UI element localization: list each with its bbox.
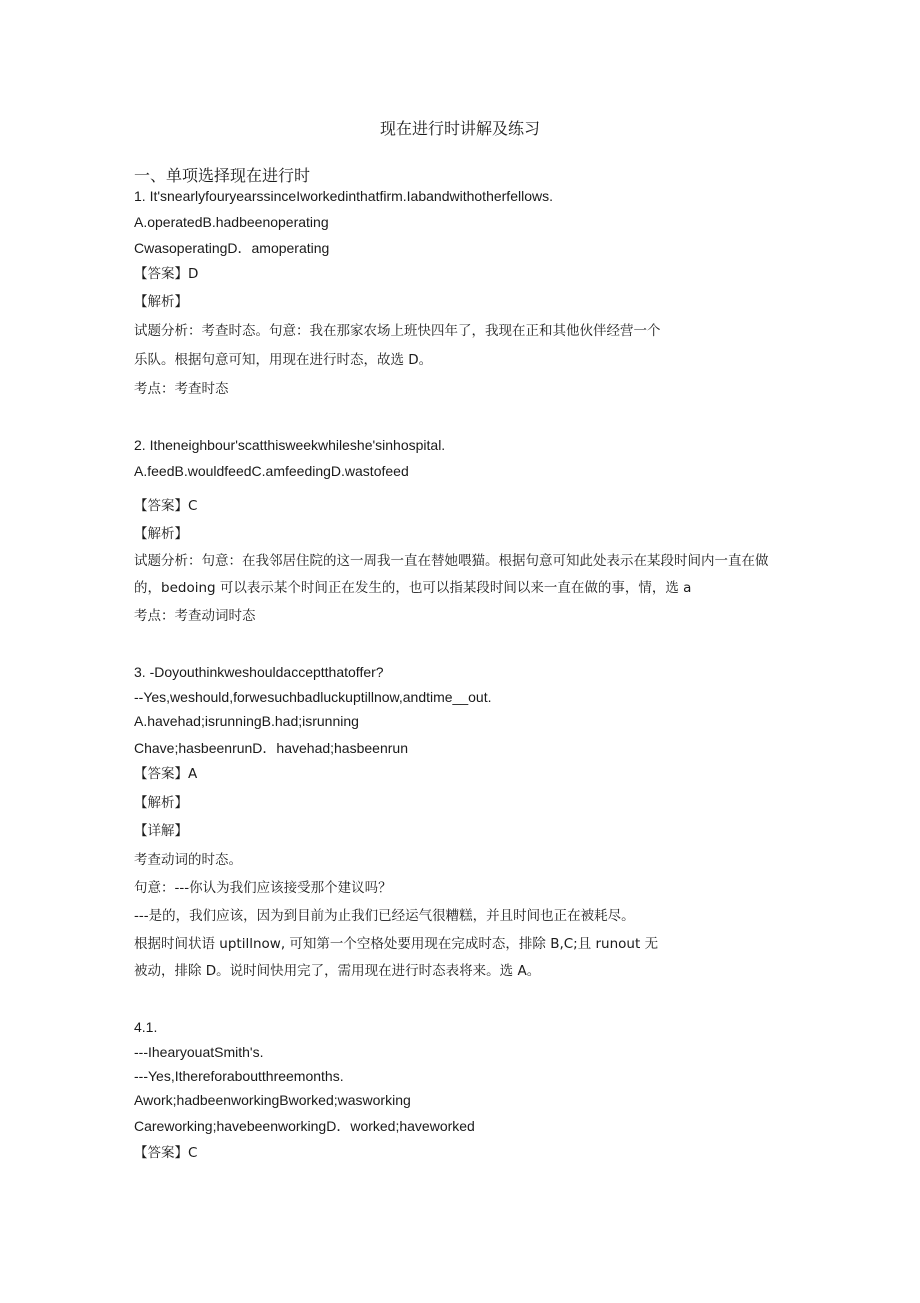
question-3-detail-line-2: 句意：---你认为我们应该接受那个建议吗？ xyxy=(134,880,392,896)
question-4-line-3: ---Yes,Ithereforaboutthreemonths. xyxy=(134,1068,344,1084)
question-2-analysis-line-1: 试题分析：句意：在我邻居住院的这一周我一直在替她喂猫。根据句意可知此处表示在某段时间内一直在做 xyxy=(134,553,769,569)
question-4-options-c-d: Careworking;havebeenworkingD．worked;haveworked xyxy=(134,1118,475,1134)
question-1-analysis-label: 【解析】 xyxy=(134,294,188,310)
question-3-analysis-label: 【解析】 xyxy=(134,795,188,811)
question-3-options-c-d: Chave;hasbeenrunD．havehad;hasbeenrun xyxy=(134,740,408,756)
question-3-options-a-b: A.havehad;isrunningB.had;isrunning xyxy=(134,713,359,729)
question-1-stem: 1. It'snearlyfouryearssinceIworkedinthatfirm.Iabandwithotherfellows. xyxy=(134,188,553,204)
question-2-point: 考点：考查动词时态 xyxy=(134,608,256,624)
question-2-analysis-label: 【解析】 xyxy=(134,526,188,542)
question-1-options-c-d: CwasoperatingD．amoperating xyxy=(134,240,330,256)
question-2-answer: 【答案】C xyxy=(134,498,198,514)
question-1-answer: 【答案】D xyxy=(134,266,199,282)
question-2-analysis-line-2: 的，bedoing 可以表示某个时间正在发生的，也可以指某段时间以来一直在做的事，情，选 a xyxy=(134,580,692,596)
question-3-detail-line-4: 根据时间状语 uptillnow, 可知第一个空格处要用现在完成时态，排除 B,C;且 runout 无 xyxy=(134,936,659,952)
section-heading: 一、单项选择现在进行时 xyxy=(134,166,311,185)
question-3-stem-response: --Yes,weshould,forwesuchbadluckuptillnow,andtime__out. xyxy=(134,689,492,705)
question-4-options-a-b: Awork;hadbeenworkingBworked;wasworking xyxy=(134,1092,411,1108)
question-1-analysis-line-1: 试题分析：考查时态。句意：我在那家农场上班快四年了，我现在正和其他伙伴经营一个 xyxy=(134,323,661,339)
question-4-answer: 【答案】C xyxy=(134,1145,198,1161)
page-title: 现在进行时讲解及练习 xyxy=(379,119,540,138)
question-2-stem: 2. Itheneighbour'scatthisweekwhileshe'sinhospital. xyxy=(134,437,446,453)
question-1-point: 考点：考查时态 xyxy=(134,381,229,397)
question-1-options-a-b: A.operatedB.hadbeenoperating xyxy=(134,214,329,230)
question-3-detail-line-5: 被动，排除 D。说时间快用完了，需用现在进行时态表将来。选 A。 xyxy=(134,963,541,979)
question-3-detail-line-1: 考查动词的时态。 xyxy=(134,852,242,868)
question-4-stem: 4.1. xyxy=(134,1019,158,1035)
question-4-line-2: ---IhearyouatSmith's. xyxy=(134,1044,264,1060)
question-3-detail-label: 【详解】 xyxy=(134,823,188,839)
question-2-options: A.feedB.wouldfeedC.amfeedingD.wastofeed xyxy=(134,463,409,479)
question-3-answer: 【答案】A xyxy=(134,766,198,782)
question-1-analysis-line-2: 乐队。根据句意可知，用现在进行时态，故选 D。 xyxy=(134,352,433,368)
question-3-detail-line-3: ---是的，我们应该，因为到目前为止我们已经运气很糟糕，并且时间也正在被耗尽。 xyxy=(134,908,635,924)
question-3-stem: 3. -Doyouthinkweshouldacceptthatoffer? xyxy=(134,664,384,680)
